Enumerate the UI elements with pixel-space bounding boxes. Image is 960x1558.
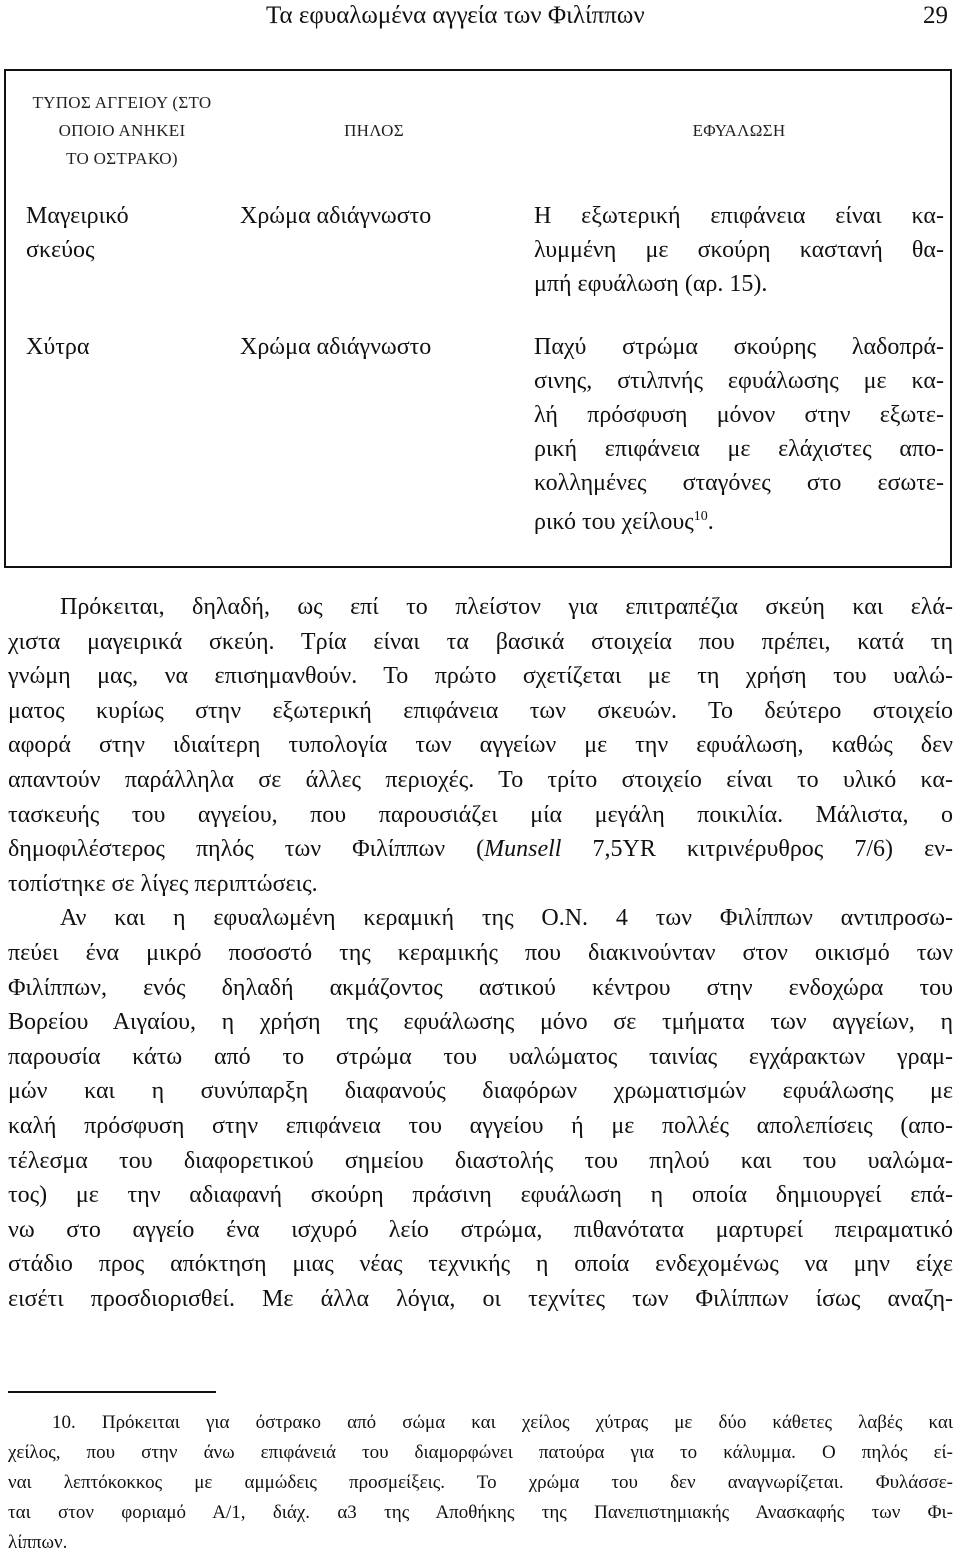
cell-line: λή πρόσφυση μόνον στην εξωτε- [534, 402, 944, 428]
paragraph-1 [8, 590, 953, 901]
text-line: απαντούν παράλληλα σε άλλες περιοχές. Το τρίτο στοιχείο είναι το υλικό κα- [8, 766, 953, 793]
table-row-1-clay: Χρώμα αδιάγνωστο [240, 203, 432, 229]
text-line: αφορά στην ιδιαίτερη τυπολογία των αγγείων με την εφυάλωση, καθώς δεν [8, 732, 953, 759]
text-line: καλή πρόσφυση στην επιφάνεια του αγγείου ή με πολλές απολεπίσεις (απο- [8, 1112, 953, 1139]
footnote-line: ται στον φοριαμό Α/1, διάχ. α3 της Αποθήκης της Πανεπιστημιακής Ανασκαφής των Φι- [8, 1502, 953, 1523]
text-line: τος) με την αδιαφανή σκούρη πράσινη εφυάλωση η οποία δημιουργεί επά- [8, 1182, 953, 1209]
footnote-line: λίππων. [8, 1532, 68, 1553]
text-line: παρουσία κάτω από το στρώμα του υαλώματος ταινίας εγχάρακτων γραμ- [8, 1043, 953, 1070]
footnote-10 [8, 1408, 953, 1558]
footnote-divider [8, 1391, 216, 1393]
paragraph-2 [8, 901, 953, 1316]
cell-line: Μαγειρικό [26, 203, 129, 229]
footnote-line: ναι λεπτόκοκκος με αμμώδεις προσμείξεις. Το χρώμα του δεν αναγνωρίζεται. Φυλάσσε- [8, 1472, 953, 1493]
page-number: 29 [923, 2, 948, 29]
text-segment: δημοφιλέστερος πηλός των Φιλίππων ( [8, 836, 485, 863]
cell-line: λυμμένη με σκούρη καστανή θα- [534, 237, 944, 263]
text-line: τοπίστηκε σε λίγες περιπτώσεις. [8, 870, 318, 897]
cell-line: μπή εφυάλωση (αρ. 15). [534, 271, 768, 297]
column-header-glaze: ΕΦΥΑΛΩΣΗ [692, 121, 786, 140]
text-line: πεύει ένα μικρό ποσοστό της κεραμικής που διακινούνταν στον οικισμό των [8, 939, 953, 966]
text-line: Βορείου Αιγαίου, η χρήση της εφυάλωσης μόνο σε τμήματα των αγγείων, η [8, 1009, 953, 1036]
header-line: ΤΟ ΟΣΤΡΑΚΟ) [66, 149, 178, 168]
header-line: ΤΥΠΟΣ ΑΓΓΕΙΟΥ (ΣΤΟ [32, 93, 212, 112]
table-row-1-glaze [534, 199, 944, 301]
page-header [0, 0, 960, 40]
text-line: εισέτι προσδιορισθεί. Με άλλα λόγια, οι τεχνίτες των Φιλίππων ίσως αναζη- [8, 1285, 953, 1312]
running-title: Τα εφυαλωμένα αγγεία των Φιλίππων [266, 2, 645, 29]
body-text [8, 590, 953, 1316]
footnote-ref: 10 [693, 509, 708, 524]
text-line: τέλεσμα του διαφορετικού σημείου διαστολής του πηλού και του υαλώμα- [8, 1147, 953, 1174]
table-row-2-glaze [534, 330, 944, 539]
text-line: μών και η συνύπαρξη διαφανούς διαφόρων χρωματισμών εφυάλωσης με [8, 1078, 953, 1105]
text-line: νω στο αγγείο ένα ισχυρό λείο στρώμα, πιθανότατα μαρτυρεί πειραματικό [8, 1216, 953, 1243]
cell-line: κολλημένες σταγόνες στο εσωτε- [534, 470, 944, 496]
cell-line: Η εξωτερική επιφάνεια είναι κα- [534, 203, 944, 229]
table-row-1-vessel [26, 199, 216, 267]
column-header-vessel-type [22, 89, 222, 173]
header-line: ΟΠΟΙΟ ΑΝΗΚΕΙ [58, 121, 186, 140]
text-line: χιστα μαγειρικά σκεύη. Τρία είναι τα βασικά στοιχεία που πρέπει, κατά τη [8, 628, 953, 655]
table-row-2-clay: Χρώμα αδιάγνωστο [240, 334, 432, 360]
cell-text: . [707, 509, 714, 535]
text-line: Φιλίππων, ενός δηλαδή ακμάζοντος αστικού κέντρου στην ενδοχώρα του [8, 974, 953, 1001]
cell-line: σινης, στιλπνής εφυάλωσης με κα- [534, 368, 944, 394]
column-header-clay: ΠΗΛΟΣ [344, 121, 404, 140]
text-line: στάδιο προς απόκτηση μιας νέας τεχνικής η οποία ενδεχομένως να μην είχε [8, 1251, 953, 1278]
cell-text: ρικό του χείλους [534, 509, 694, 535]
footnote-line: χείλος, που στην άνω επιφάνειά του διαμορφώνει πατούρα για το κάλυμμα. Ο πηλός εί- [8, 1442, 953, 1463]
text-line: Πρόκειται, δηλαδή, ως επί το πλείστον για επιτραπέζια σκεύη και ελά- [60, 594, 953, 620]
text-segment-italic: Munsell [484, 836, 562, 863]
glazed-vessels-table [4, 69, 952, 568]
text-line: ματος κυρίως στην εξωτερική επιφάνεια των σκευών. Το δεύτερο στοιχείο [8, 697, 953, 724]
cell-line [534, 500, 944, 539]
text-line: γνώμη μας, να επισημανθούν. Το πρώτο σχετίζεται με τη χρήση του υαλώ- [8, 663, 953, 690]
text-segment: 7,5YR κιτρινέρυθρος 7/6) εν- [561, 836, 953, 863]
text-line: τασκευής του αγγείου, που παρουσιάζει μία μεγάλη ποικιλία. Μάλιστα, ο [8, 801, 953, 828]
footnote-line: 10. Πρόκειται για όστρακο από σώμα και χείλος χύτρας με δύο κάθετες λαβές και [52, 1412, 953, 1433]
cell-line: Παχύ στρώμα σκούρης λαδοπρά- [534, 334, 944, 360]
cell-line: ρική επιφάνεια με ελάχιστες απο- [534, 436, 944, 462]
cell-line: σκεύος [26, 237, 95, 263]
text-line: Αν και η εφυαλωμένη κεραμική της Ο.Ν. 4 των Φιλίππων αντιπροσω- [60, 905, 953, 932]
text-line [8, 832, 953, 867]
table-row-2-vessel: Χύτρα [26, 334, 90, 360]
